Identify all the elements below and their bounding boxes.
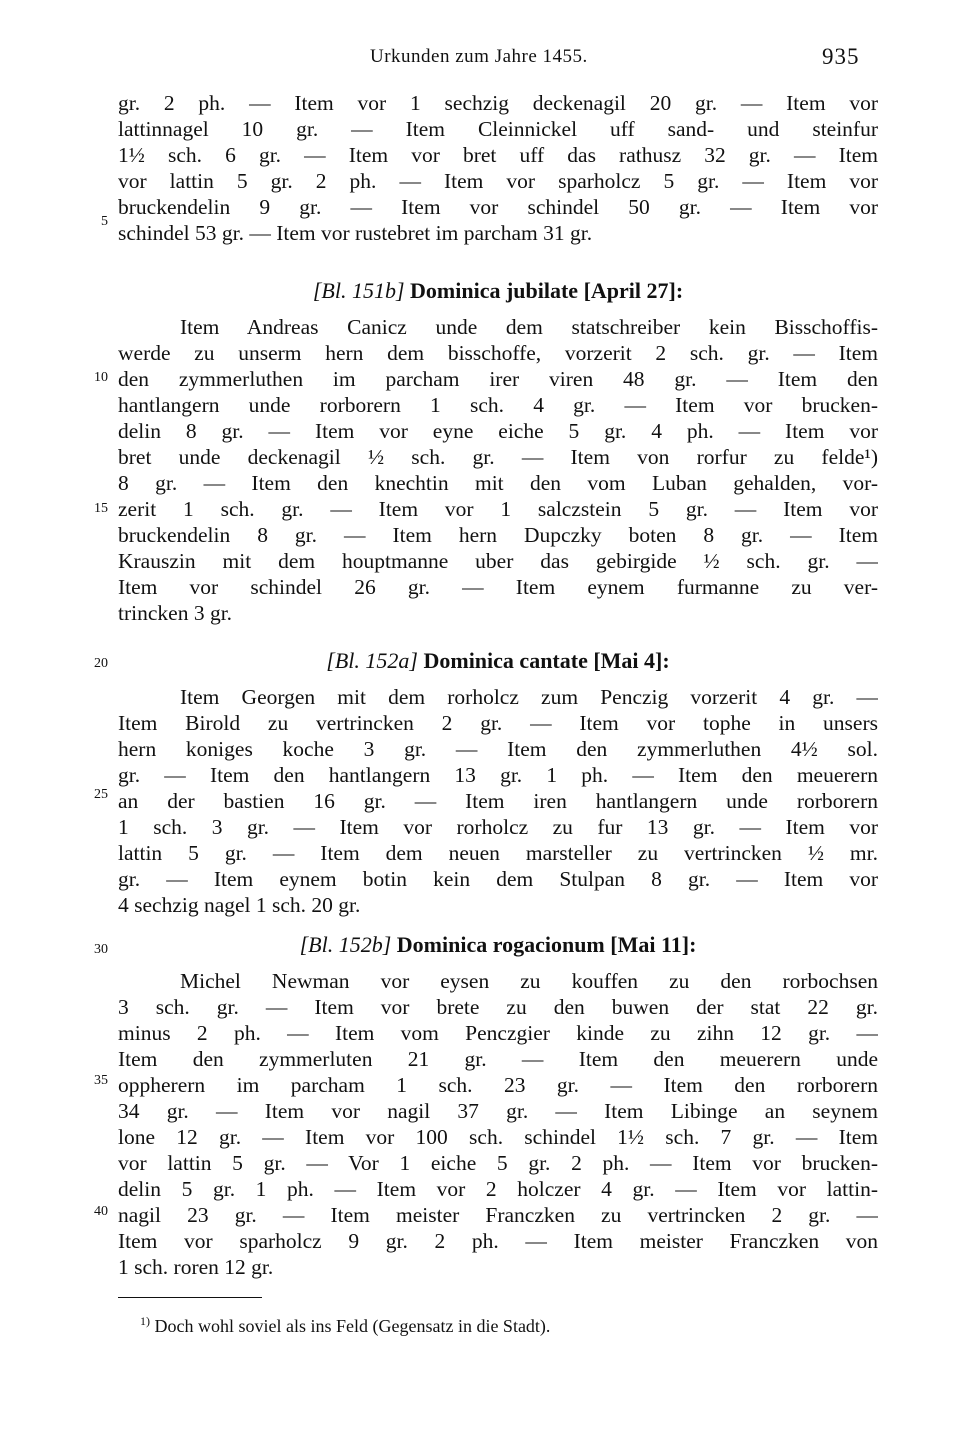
text-line: zerit 1 sch. gr. — Item vor 1 salczstein 5 gr. — Item vor <box>118 497 878 521</box>
line-number: 15 <box>94 501 108 516</box>
text-line: Item Birold zu vertrincken 2 gr. — Item vor tophe in unsers <box>118 711 878 735</box>
footnote <box>140 1309 550 1338</box>
text-line: vor lattin 5 gr. 2 ph. — Item vor sparholcz 5 gr. — Item vor <box>118 169 878 193</box>
text-line: trincken 3 gr. <box>118 601 233 625</box>
text-line: Item Andreas Canicz unde dem statschreiber kein Bisschoffis- <box>180 315 878 339</box>
footnote-rule <box>118 1297 262 1298</box>
text-line: gr. — Item eynem botin kein dem Stulpan 8 gr. — Item vor <box>118 867 878 891</box>
section-title: Dominica rogacionum [Mai 11]: <box>396 932 697 957</box>
text-line: Krauszin mit dem houptmanne uber das gebirgide ½ sch. gr. — <box>118 549 878 573</box>
text-line: bruckendelin 9 gr. — Item vor schindel 50 gr. — Item vor <box>118 195 878 219</box>
folio-reference: [Bl. 151b] <box>312 278 405 303</box>
text-line: werde zu unserm hern dem bisschoffe, vorzerit 2 sch. gr. — Item <box>118 341 878 365</box>
running-title: Urkunden zum Jahre 1455. <box>370 46 588 67</box>
text-line: bret unde deckenagil ½ sch. gr. — Item von rorfur zu felde¹) <box>118 445 878 469</box>
section-heading <box>118 277 878 305</box>
section-title: Dominica cantate [Mai 4]: <box>423 648 670 673</box>
text-line: Item vor sparholcz 9 gr. 2 ph. — Item meister Franczken von <box>118 1229 878 1253</box>
footnote-marker: 1) <box>140 1314 150 1328</box>
text-line: 1 sch. roren 12 gr. <box>118 1255 274 1279</box>
text-line: hantlangern unde rorborern 1 sch. 4 gr. — Item vor brucken- <box>118 393 878 417</box>
line-number: 25 <box>94 787 108 802</box>
text-line: 1 sch. 3 gr. — Item vor rorholcz zu fur 13 gr. — Item vor <box>118 815 878 839</box>
text-line: 3 sch. gr. — Item vor brete zu den buwen der stat 22 gr. <box>118 995 878 1019</box>
text-line: 1½ sch. 6 gr. — Item vor bret uff das rathusz 32 gr. — Item <box>118 143 878 167</box>
text-line: Item den zymmerluten 21 gr. — Item den meuerern unde <box>118 1047 878 1071</box>
folio-reference: [Bl. 152b] <box>299 932 392 957</box>
text-line: lattin 5 gr. — Item dem neuen marsteller zu vertrincken ½ mr. <box>118 841 878 865</box>
line-number: 30 <box>94 942 108 957</box>
text-line: delin 5 gr. 1 ph. — Item vor 2 holczer 4 gr. — Item vor lattin- <box>118 1177 878 1201</box>
text-line: 34 gr. — Item vor nagil 37 gr. — Item Libinge an seynem <box>118 1099 878 1123</box>
text-line: gr. 2 ph. — Item vor 1 sechzig deckenagil 20 gr. — Item vor <box>118 91 878 115</box>
text-line: Item Georgen mit dem rorholcz zum Penczig vorzerit 4 gr. — <box>180 685 878 709</box>
section-heading <box>118 647 878 675</box>
footnote-text: Doch wohl soviel als ins Feld (Gegensatz in die Stadt). <box>154 1316 551 1336</box>
text-line: hern koniges koche 3 gr. — Item den zymmerluthen 4½ sol. <box>118 737 878 761</box>
text-line: minus 2 ph. — Item vom Penczgier kinde zu zihn 12 gr. — <box>118 1021 878 1045</box>
text-line: schindel 53 gr. — Item vor rustebret im parcham 31 gr. <box>118 221 593 245</box>
line-number: 20 <box>94 656 108 671</box>
text-line: den zymmerluthen im parcham irer viren 48 gr. — Item den <box>118 367 878 391</box>
text-line: vor lattin 5 gr. — Vor 1 eiche 5 gr. 2 ph. — Item vor brucken- <box>118 1151 878 1175</box>
text-line: nagil 23 gr. — Item meister Franczken zu vertrincken 2 gr. — <box>118 1203 878 1227</box>
text-line: Item vor schindel 26 gr. — Item eynem furmanne zu ver- <box>118 575 878 599</box>
text-line: lone 12 gr. — Item vor 100 sch. schindel 1½ sch. 7 gr. — Item <box>118 1125 878 1149</box>
text-line: 4 sechzig nagel 1 sch. 20 gr. <box>118 893 361 917</box>
line-number: 35 <box>94 1073 108 1088</box>
line-number: 5 <box>101 214 108 229</box>
text-line: delin 8 gr. — Item vor eyne eiche 5 gr. 4 ph. — Item vor <box>118 419 878 443</box>
running-head <box>0 44 960 78</box>
text-line: lattinnagel 10 gr. — Item Cleinnickel uff sand- und steinfur <box>118 117 878 141</box>
section-title: Dominica jubilate [April 27]: <box>410 278 684 303</box>
text-line: bruckendelin 8 gr. — Item hern Dupczky boten 8 gr. — Item <box>118 523 878 547</box>
text-line: Michel Newman vor eysen zu kouffen zu den rorbochsen <box>180 969 878 993</box>
text-line: 8 gr. — Item den knechtin mit den vom Luban gehalden, vor- <box>118 471 878 495</box>
folio-reference: [Bl. 152a] <box>326 648 418 673</box>
text-line: oppherern im parcham 1 sch. 23 gr. — Item den rorborern <box>118 1073 878 1097</box>
text-line: an der bastien 16 gr. — Item iren hantlangern unde rorborern <box>118 789 878 813</box>
line-number: 10 <box>94 370 108 385</box>
line-number: 40 <box>94 1204 108 1219</box>
section-heading <box>118 931 878 959</box>
text-line: gr. — Item den hantlangern 13 gr. 1 ph. — Item den meuerern <box>118 763 878 787</box>
page-number: 935 <box>822 44 860 69</box>
